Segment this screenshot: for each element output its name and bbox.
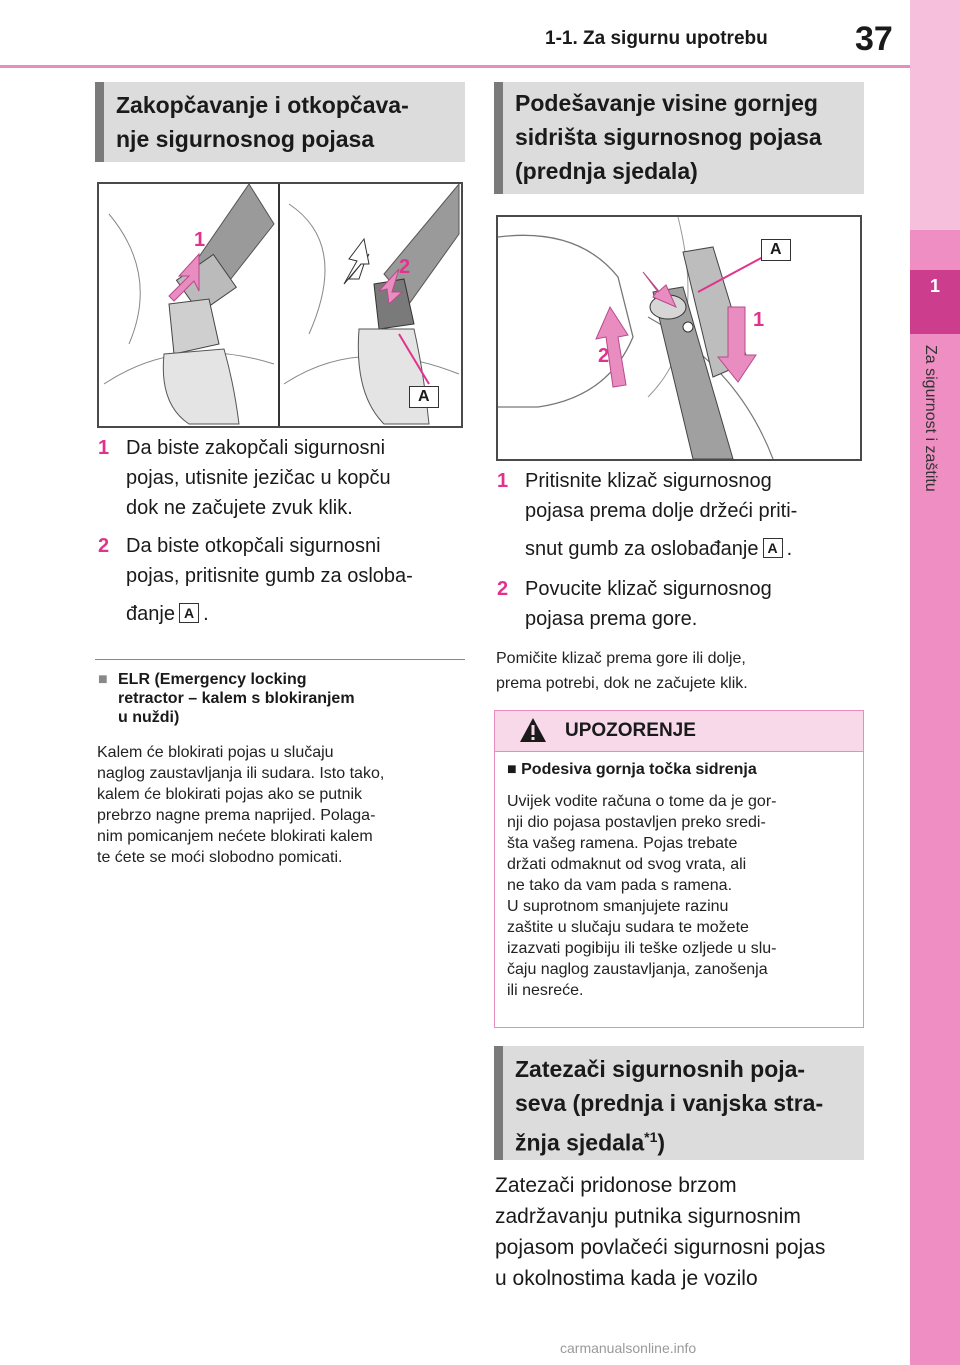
warning-subtitle-text: Podesiva gornja točka sidrenja bbox=[521, 761, 757, 778]
warning-line: nji dio pojasa postavljen preko sredi- bbox=[507, 814, 766, 831]
figure-label-1: 1 bbox=[753, 309, 765, 331]
figure-label-2: 2 bbox=[598, 345, 610, 367]
elr-text bbox=[97, 742, 467, 868]
step-line: Da biste zakopčali sigurnosni bbox=[126, 437, 386, 459]
step-line: snut gumb za oslobađanje bbox=[525, 538, 759, 560]
bullet: ■ bbox=[98, 671, 108, 688]
step-line: Povucite klizač sigurnosnog bbox=[525, 578, 772, 600]
adjust-note bbox=[496, 646, 866, 696]
step-number: 1 bbox=[98, 437, 110, 459]
note-line: prema potrebi, dok ne začujete klik. bbox=[496, 675, 748, 692]
divider bbox=[95, 659, 465, 660]
warning-line: zaštite u slučaju sudara te možete bbox=[507, 919, 749, 936]
page-number: 37 bbox=[855, 20, 893, 58]
section-title-line: Zatezači sigurnosnih poja- bbox=[515, 1056, 806, 1082]
side-tab-top bbox=[910, 0, 960, 230]
step-line: Pritisnite klizač sigurnosnog bbox=[525, 470, 772, 492]
section-title-line: Zakopčavanje i otkopčava- bbox=[116, 92, 409, 118]
warning-body bbox=[507, 791, 776, 1001]
figure-label-a: A bbox=[761, 239, 791, 261]
step-line-suffix: . bbox=[203, 603, 209, 625]
chapter-number: 1 bbox=[910, 270, 960, 334]
figure-anchor bbox=[496, 215, 862, 461]
elr-title-line: u nuždi) bbox=[118, 709, 180, 726]
elr-line: nim pomicanjem nećete blokirati kalem bbox=[97, 828, 373, 845]
section-title-line: žnja sjedala bbox=[515, 1129, 645, 1156]
figure-buckle bbox=[97, 182, 463, 428]
section-title-line: nje sigurnosnog pojasa bbox=[116, 126, 375, 152]
elr-title-line: retractor – kalem s blokiranjem bbox=[118, 690, 355, 707]
warning-triangle-icon bbox=[519, 717, 547, 743]
footer-watermark: carmanualsonline.info bbox=[560, 1340, 697, 1356]
step-line: đanje bbox=[126, 603, 175, 625]
elr-line: naglog zaustavljanja ili sudara. Isto tako, bbox=[97, 765, 385, 782]
step-1-press bbox=[497, 466, 867, 564]
step-line: pojas, utisnite jezičac u kopču bbox=[126, 467, 391, 489]
step-number: 2 bbox=[497, 578, 509, 600]
step-1-buckle bbox=[98, 433, 468, 523]
warning-line: čaju naglog zaustavljanja, zanošenja bbox=[507, 961, 768, 978]
warning-box bbox=[494, 710, 864, 1028]
header-title: 1-1. Za sigurnu upotrebu bbox=[545, 28, 768, 49]
elr-line: te ćete se moći slobodno pomicati. bbox=[97, 849, 343, 866]
section-title-pretensioners bbox=[494, 1046, 864, 1160]
label-a-box: A bbox=[179, 603, 199, 623]
elr-line: Kalem će blokirati pojas u slučaju bbox=[97, 744, 334, 761]
body-line: zadržavanju putnika sigurnosnim bbox=[495, 1205, 801, 1228]
step-2-pull bbox=[497, 574, 867, 634]
step-line-suffix: . bbox=[786, 538, 793, 560]
warning-line: držati odmaknut od svog vrata, ali bbox=[507, 856, 747, 873]
warning-line: izazvati pogibiju ili teške ozljede u slu- bbox=[507, 940, 777, 957]
elr-title-line: ELR (Emergency locking bbox=[118, 671, 307, 688]
footnote-marker: *1 bbox=[644, 1129, 658, 1145]
warning-line: U suprotnom smanjujete razinu bbox=[507, 898, 729, 915]
section-title-line: seva (prednja i vanjska stra- bbox=[515, 1090, 824, 1116]
body-line: pojasom povlačeći sigurnosni pojas bbox=[495, 1236, 826, 1259]
figure-label-a: A bbox=[409, 386, 439, 408]
section-title-close: ) bbox=[657, 1129, 666, 1156]
step-2-unbuckle bbox=[98, 531, 468, 629]
step-line: pojas, pritisnite gumb za osloba- bbox=[126, 565, 413, 587]
warning-header bbox=[495, 711, 863, 752]
figure-label-1: 1 bbox=[194, 229, 206, 251]
step-line: pojasa prema gore. bbox=[525, 608, 698, 630]
warning-title: UPOZORENJE bbox=[565, 720, 696, 741]
elr-line: prebrzo nagne prema naprijed. Polaga- bbox=[97, 807, 376, 824]
step-line: pojasa prema dolje držeći priti- bbox=[525, 500, 798, 522]
section-title-anchor bbox=[494, 82, 864, 194]
pretensioner-text bbox=[495, 1170, 825, 1294]
warning-line: ili nesreće. bbox=[507, 982, 584, 999]
body-line: Zatezači pridonose brzom bbox=[495, 1174, 737, 1197]
step-number: 2 bbox=[98, 535, 110, 557]
step-line: dok ne začujete zvuk klik. bbox=[126, 497, 353, 519]
note-line: Pomičite klizač prema gore ili dolje, bbox=[496, 650, 746, 667]
chapter-label: Za sigurnost i zaštitu bbox=[922, 345, 939, 492]
section-title-line: Podešavanje visine gornjeg bbox=[515, 90, 818, 116]
elr-heading bbox=[98, 670, 468, 727]
section-title-line: sidrišta sigurnosnog pojasa bbox=[515, 124, 822, 150]
header-divider bbox=[0, 65, 960, 68]
label-a-box: A bbox=[763, 538, 783, 558]
bullet: ■ bbox=[507, 761, 517, 778]
elr-line: kalem će blokirati pojas ako se putnik bbox=[97, 786, 363, 803]
section-title-buckle bbox=[95, 82, 465, 162]
figure-label-2: 2 bbox=[399, 256, 411, 278]
warning-line: šta vašeg ramena. Pojas trebate bbox=[507, 835, 738, 852]
body-line: u okolnostima kada je vozilo bbox=[495, 1267, 758, 1290]
step-line: Da biste otkopčali sigurnosni bbox=[126, 535, 381, 557]
warning-line: Uvijek vodite računa o tome da je gor- bbox=[507, 793, 777, 810]
warning-line: ne tako da vam pada s ramena. bbox=[507, 877, 733, 894]
step-number: 1 bbox=[497, 470, 509, 492]
warning-subtitle bbox=[507, 761, 757, 779]
section-title-line: (prednja sjedala) bbox=[515, 158, 698, 184]
